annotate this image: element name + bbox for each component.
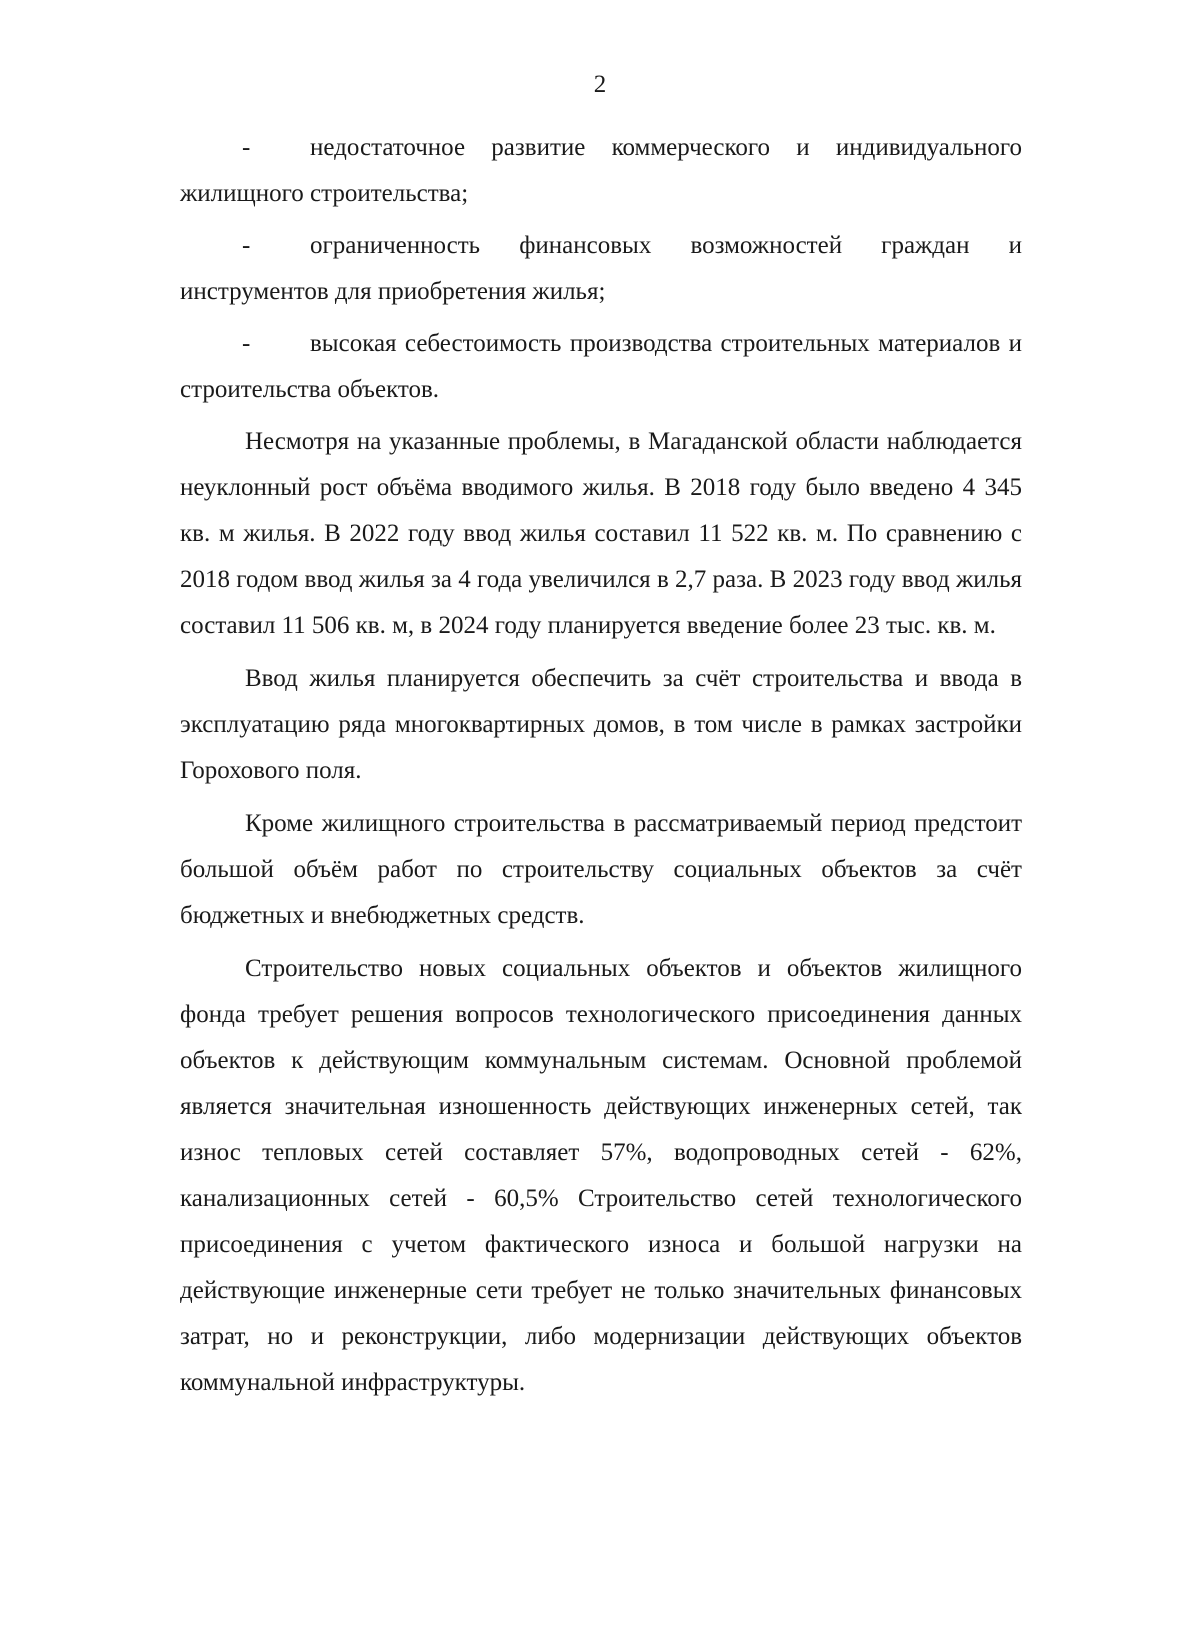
list-marker: - (242, 134, 251, 161)
list-marker: - (242, 330, 251, 357)
list-item (180, 223, 1022, 314)
page-number: 2 (593, 71, 607, 98)
document-body (180, 125, 1022, 1413)
list-item-text: недостаточное развитие коммерческого и индивидуального жилищного строительства; (180, 134, 1022, 207)
paragraph: Кроме жилищного строительства в рассматриваемый период предстоит большой объём работ по строительству социальных объектов за счёт бюджетных и внебюджетных средств. (180, 810, 1022, 929)
list-item-text: высокая себестоимость производства строительных материалов и строительства объектов. (180, 330, 1022, 403)
paragraph: Строительство новых социальных объектов и объектов жилищного фонда требует решения вопросов технологического присоединения данных объектов к действующим коммунальным системам. Основной проблемой является значительная изношенность действующих инженерных сетей, так износ тепловых сетей составляет 57%, водопроводных сетей - 62%, канализационных сетей - 60,5% Строительство сетей технологического присоединения с учетом фактического износа и большой нагрузки на действующие инженерные сети требует не только значительных финансовых затрат, но и реконструкции, либо модернизации действующих объектов коммунальной инфраструктуры. (180, 955, 1022, 1396)
paragraph: Ввод жилья планируется обеспечить за счёт строительства и ввода в эксплуатацию ряда многоквартирных домов, в том числе в рамках застройки Горохового поля. (180, 665, 1022, 784)
list-item (180, 125, 1022, 216)
list-item-text: ограниченность финансовых возможностей граждан и инструментов для приобретения жилья; (180, 232, 1022, 305)
list-item (180, 321, 1022, 412)
list-marker: - (242, 232, 251, 259)
paragraph: Несмотря на указанные проблемы, в Магаданской области наблюдается неуклонный рост объёма вводимого жилья. В 2018 году было введено 4 345 кв. м жилья. В 2022 году ввод жилья составил 11 522 кв. м. По сравнению с 2018 годом ввод жилья за 4 года увеличился в 2,7 раза. В 2023 году ввод жилья составил 11 506 кв. м, в 2024 году планируется введение более 23 тыс. кв. м. (180, 428, 1022, 639)
